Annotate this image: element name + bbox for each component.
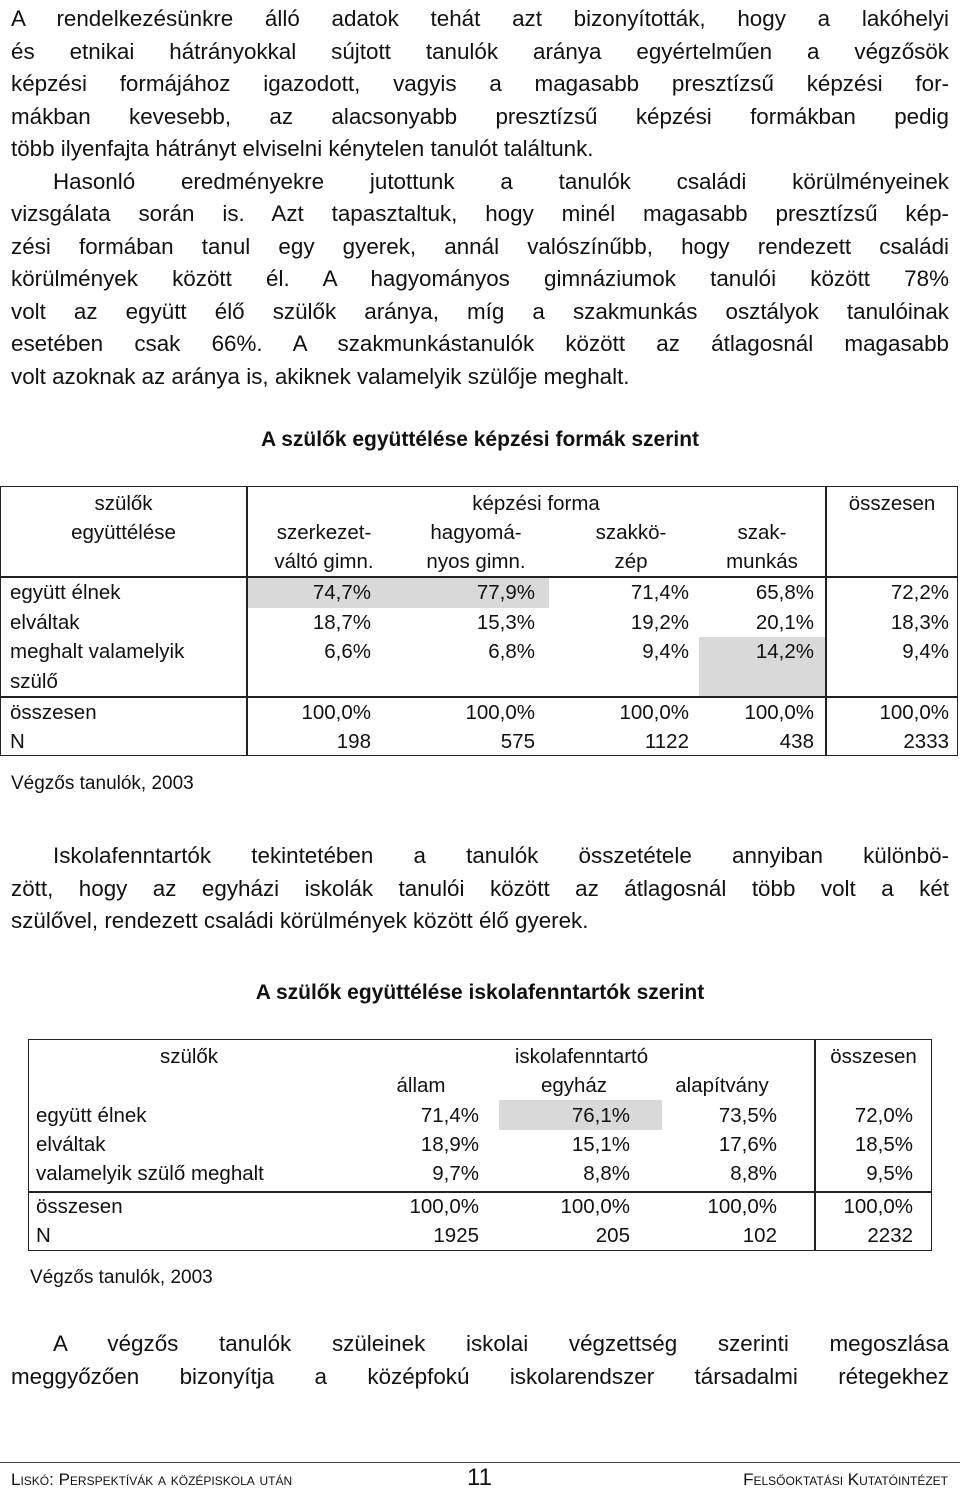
paragraph-line: és etnikai hátrányokkal sújtott tanulók aránya egyértelműen a végzősök (11, 38, 949, 64)
table-cell: 9,4% (902, 640, 949, 663)
stub-header: szülők (159, 1045, 219, 1068)
table-cell: 15,3% (476, 611, 535, 634)
table-cell: 2333 (903, 730, 949, 753)
column-header: nyos gimn. (426, 550, 526, 573)
table-cell: 6,6% (324, 640, 371, 663)
paragraph-2 (11, 840, 949, 938)
column-divider (814, 1040, 816, 1250)
group-header: iskolafenntartó (514, 1045, 649, 1068)
paragraph-3 (11, 1328, 949, 1393)
paragraph-1 (11, 3, 949, 393)
table-cell: 72,2% (890, 581, 949, 604)
table-cell: 9,4% (642, 640, 689, 663)
table-cell: 100,0% (465, 701, 535, 724)
table-cell: 100,0% (409, 1195, 479, 1218)
table1-source: Végzős tanulók, 2003 (11, 773, 194, 794)
paragraph-line: képzési formájához igazodott, vagyis a magasabb presztízsű képzési for- (11, 71, 949, 96)
row-label: meghalt valamelyik (10, 640, 185, 663)
page-number: 11 (467, 1464, 492, 1491)
table-cell: 18,9% (420, 1133, 479, 1156)
table1 (0, 486, 958, 756)
table-cell: 205 (595, 1224, 630, 1247)
footer-left (11, 1470, 292, 1490)
table-cell: 100,0% (707, 1195, 777, 1218)
paragraph-line: volt az együtt élő szülők aránya, míg a szakmunkás osztályok tanulóinak (11, 298, 949, 324)
table-cell: 9,5% (866, 1162, 913, 1185)
footer-rule (0, 1462, 960, 1463)
row-divider (29, 1191, 931, 1193)
table-cell: 6,8% (488, 640, 535, 663)
table-cell: 1925 (433, 1224, 479, 1247)
column-divider (825, 487, 827, 755)
table2-title: A szülők együttélése iskolafenntartók szerint (255, 981, 705, 1004)
paragraph-line: esetében csak 66%. A szakmunkástanulók között az átlagosnál magasabb (11, 331, 949, 356)
table2-source: Végzős tanulók, 2003 (30, 1267, 213, 1288)
row-label: együtt élnek (36, 1104, 147, 1127)
table-cell: 575 (500, 730, 535, 753)
table-cell: 2232 (867, 1224, 913, 1247)
footer-right (743, 1470, 948, 1490)
column-header: hagyomá- (430, 521, 522, 544)
stub-header: együttélése (71, 521, 176, 544)
stub-header: szülők (94, 492, 153, 515)
paragraph-line: zött, hogy az egyházi iskolák tanulói között az átlagosnál több volt a két (11, 875, 949, 901)
paragraph-line: meggyőzően bizonyítja a középfokú iskolarendszer társadalmi rétegekhez (11, 1363, 949, 1389)
column-header: alapítvány (675, 1074, 769, 1097)
table2 (28, 1039, 932, 1251)
table-cell: 102 (742, 1224, 777, 1247)
table-cell: 74,7% (312, 581, 371, 604)
row-label: összesen (36, 1195, 123, 1218)
table-cell: 100,0% (879, 701, 949, 724)
table1-title: A szülők együttélése képzési formák szerint (260, 428, 700, 451)
column-header: zép (614, 550, 648, 573)
column-header: egyház (540, 1074, 608, 1097)
table-cell: 8,8% (583, 1162, 630, 1185)
footer-right-text: Felsőoktatási Kutatóintézet (743, 1470, 948, 1489)
row-label: N (10, 730, 25, 753)
paragraph-line: Hasonló eredményekre jutottunk a tanulók családi körülményeinek (53, 168, 949, 194)
table-cell: 17,6% (718, 1133, 777, 1156)
table-cell: 100,0% (560, 1195, 630, 1218)
column-header: váltó gimn. (274, 550, 374, 573)
table-cell: 18,3% (890, 611, 949, 634)
paragraph-line: volt azoknak az aránya is, akiknek valamelyik szülője meghalt. (11, 363, 630, 389)
table-cell: 72,0% (854, 1104, 913, 1127)
total-header: összesen (830, 1045, 917, 1068)
table-cell: 73,5% (718, 1104, 777, 1127)
paragraph-line: körülmények között él. A hagyományos gimnáziumok tanulói között 78% (11, 266, 949, 291)
table-cell: 1122 (644, 730, 689, 753)
table-cell: 198 (336, 730, 371, 753)
table-cell: 18,7% (312, 611, 371, 634)
column-header: szakkö- (595, 521, 667, 544)
table-cell: 14,2% (755, 640, 814, 663)
table-cell: 100,0% (301, 701, 371, 724)
table-cell: 438 (779, 730, 814, 753)
table-cell: 19,2% (630, 611, 689, 634)
paragraph-line: zési formában tanul egy gyerek, annál valószínűbb, hogy rendezett családi (11, 233, 949, 259)
table-cell: 15,1% (571, 1133, 630, 1156)
table-cell: 100,0% (619, 701, 689, 724)
table-cell: 18,5% (854, 1133, 913, 1156)
table-cell: 77,9% (476, 581, 535, 604)
paragraph-line: mákban kevesebb, az alacsonyabb presztízsű képzési formákban pedig (11, 103, 949, 129)
column-header: szerkezet- (276, 521, 372, 544)
paragraph-line: Iskolafenntartók tekintetében a tanulók összetétele annyiban különbö- (53, 843, 949, 868)
paragraph-line: szülővel, rendezett családi körülmények között élő gyerek. (11, 908, 589, 933)
table-cell: 9,7% (432, 1162, 479, 1185)
column-header: szak- (737, 521, 787, 544)
paragraph-line: A rendelkezésünkre álló adatok tehát azt bizonyították, hogy a lakóhelyi (11, 6, 949, 31)
paragraph-line: több ilyenfajta hátrányt elviselni kénytelen tanulót találtunk. (11, 136, 594, 161)
paragraph-line: vizsgálata során is. Azt tapasztaltuk, hogy minél magasabb presztízsű kép- (11, 201, 949, 226)
group-header: képzési forma (472, 492, 600, 515)
table-cell: 65,8% (755, 581, 814, 604)
row-label: összesen (10, 701, 97, 724)
row-label: együtt élnek (10, 581, 121, 604)
row-label: valamelyik szülő meghalt (36, 1162, 264, 1185)
row-label: szülő (10, 670, 58, 693)
table-cell: 8,8% (730, 1162, 777, 1185)
column-divider (246, 487, 248, 755)
table-cell: 100,0% (843, 1195, 913, 1218)
column-header: állam (396, 1074, 446, 1097)
table-cell: 71,4% (630, 581, 689, 604)
table-cell: 100,0% (744, 701, 814, 724)
footer-left-text: Liskó: Perspektívák a középiskola után (11, 1470, 293, 1489)
row-label: elváltak (36, 1133, 106, 1156)
table-cell: 20,1% (755, 611, 814, 634)
column-header: munkás (726, 550, 798, 573)
row-label: elváltak (10, 611, 80, 634)
table-cell: 76,1% (571, 1104, 630, 1127)
table-cell: 71,4% (420, 1104, 479, 1127)
row-label: N (36, 1224, 51, 1247)
paragraph-line: A végzős tanulók szüleinek iskolai végzettség szerinti megoszlása (53, 1331, 949, 1356)
total-header: összesen (848, 492, 936, 515)
